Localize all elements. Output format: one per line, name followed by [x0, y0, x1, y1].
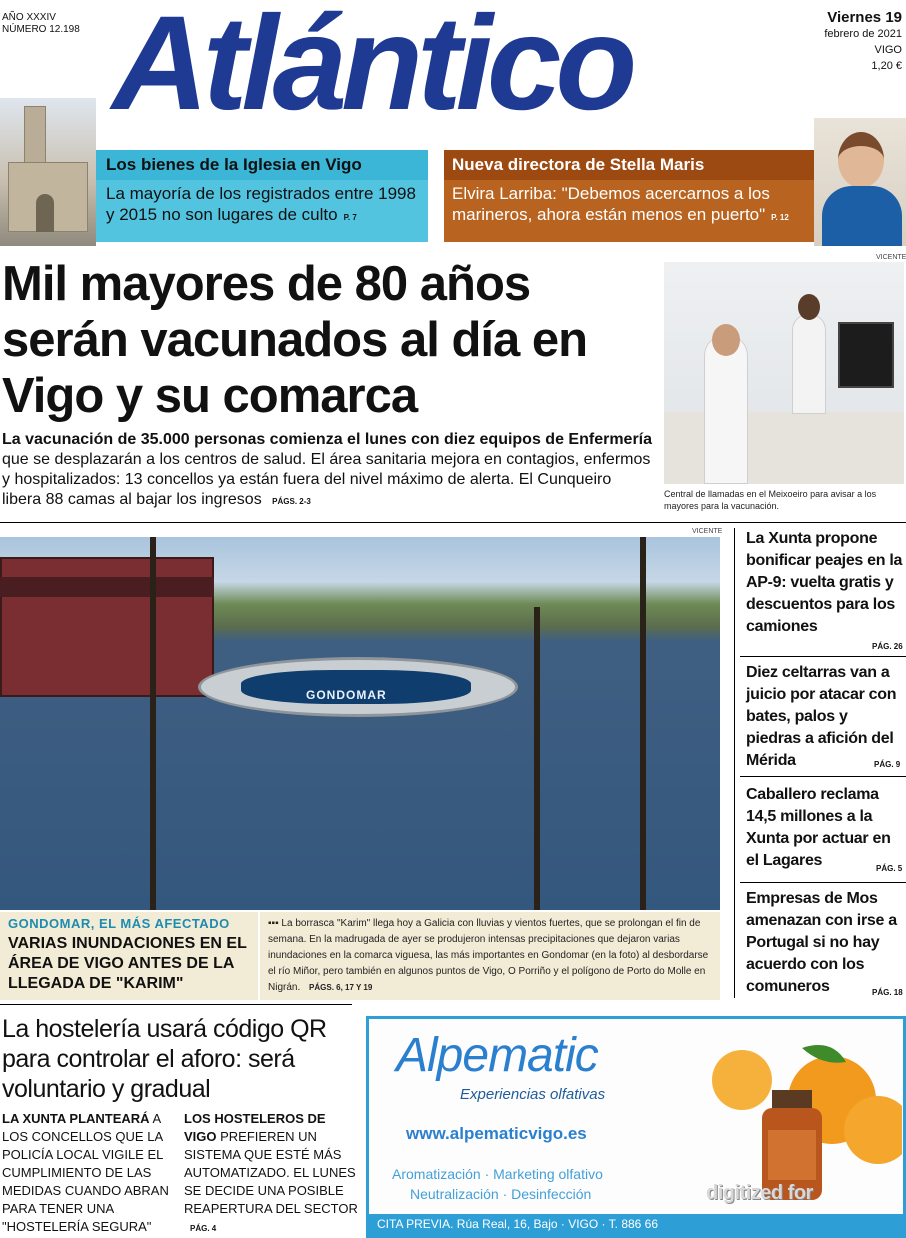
photo-caption: Central de llamadas en el Meixoeiro para avisar a los mayores para la vacunación. — [664, 489, 877, 511]
ad-footer: CITA PREVIA. Rúa Real, 16, Bajo · VIGO · T. 886 66 — [369, 1214, 903, 1235]
flood-text: ▪▪▪ La borrasca "Karim" llega hoy a Galicia con lluvias y vientos fuertes, que se prolongan el fin de semana. En la madrugada de ayer se produjeron intensas precipitaciones que dejaron varias inundaciones en la comarca viguesa, las más importantes en Gondomar (en la foto) al desbordarse el río Miñor, pero también en algunos puntos de Vigo, O Porriño y el polígono de Porto do Molle en Nigrán. PÁGS. 6, 17 Y 19 — [268, 918, 709, 993]
section-divider — [0, 522, 906, 523]
sidebar-story-ap9[interactable]: La Xunta propone bonificar peajes en la AP-9: vuelta gratis y descuentos para los camiones — [746, 530, 903, 635]
bottom-column-2: LOS HOSTELEROS DE VIGO PREFIEREN UN SISTEMA QUE ESTÉ MÁS AUTOMATIZADO. EL LUNES SE DECIDE UNA POSIBLE REAPERTURA DEL SECTOR PÁG. 4 — [184, 1111, 358, 1233]
photo-credit: VICENTE — [876, 254, 906, 261]
sidebar-divider — [740, 656, 906, 657]
sidebar-story-mos[interactable]: Empresas de Mos amenazan con irse a Portugal si no hay acuerdo con los comuneros — [746, 890, 897, 995]
column-divider — [734, 528, 735, 998]
flood-photo — [0, 537, 720, 910]
deck-pages: PÁGS. 2-3 — [272, 497, 311, 506]
sidebar-page: PÁG. 9 — [874, 760, 901, 769]
church-photo — [0, 98, 96, 246]
year-label: AÑO XXXIV — [2, 12, 56, 23]
ad-services: Aromatización · Marketing olfativo — [392, 1166, 603, 1182]
director-portrait — [814, 118, 906, 246]
deck-lead: La vacunación de 35.000 personas comienza el lunes con diez equipos de Enfermería — [2, 431, 653, 448]
teaser-page: P. 7 — [343, 213, 357, 222]
section-divider — [0, 1004, 352, 1005]
teaser-church-assets[interactable] — [96, 150, 428, 242]
date-block — [824, 10, 902, 74]
deck-text: que se desplazarán a los centros de salud. El área sanitaria mejora en contagios, enfermos y hospitalizados: 13 concellos ya están fuera del nivel máximo de alerta. El Cunqueiro libera 88 camas al bajar los ingresos — [2, 451, 651, 508]
issue-city: VIGO — [874, 44, 902, 56]
sidebar-story-celtarras[interactable]: Diez celtarras van a juicio por atacar con bates, palos y piedras a afición del Mérida — [746, 664, 897, 769]
ad-brand: Alpematic — [396, 1029, 598, 1082]
bottom-column-1: LA XUNTA PLANTEARÁ A LOS CONCELLOS QUE LA POLICÍA LOCAL VIGILE EL CUMPLIMIENTO DE LAS MEDIDAS CUANDO ABRAN PARA TENER UNA "HOSTELERÍA SEGURA" — [2, 1111, 169, 1234]
teaser-stella-maris[interactable] — [444, 150, 814, 242]
flood-pages: PÁGS. 6, 17 Y 19 — [309, 983, 373, 992]
bottom-headline[interactable]: La hostelería usará código QR para controlar el aforo: será voluntario y gradual — [2, 1015, 327, 1103]
bottom-page: PÁG. 4 — [190, 1224, 217, 1233]
issue-date: febrero de 2021 — [824, 28, 902, 40]
issue-number: NÚMERO 12.198 — [2, 24, 80, 35]
sidebar-divider — [740, 776, 906, 777]
main-headline[interactable]: Mil mayores de 80 años serán vacunados al día en Vigo y su comarca — [2, 257, 588, 423]
issue-info — [2, 12, 80, 36]
park-sign-text: GONDOMAR — [306, 688, 387, 702]
ad-url-link[interactable]: www.alpematicvigo.es — [406, 1124, 587, 1143]
main-deck — [2, 430, 652, 512]
sidebar-page: PÁG. 18 — [872, 988, 903, 997]
teaser-body: La mayoría de los registrados entre 1998 y 2015 no son lugares de culto P. 7 — [96, 180, 428, 242]
issue-day: Viernes 19 — [827, 9, 902, 26]
sidebar-story-lagares[interactable]: Caballero reclama 14,5 millones a la Xunta por actuar en el Lagares — [746, 786, 891, 869]
sidebar-divider — [740, 882, 906, 883]
ad-slogan: Experiencias olfativas — [460, 1086, 606, 1103]
teaser-head: Los bienes de la Iglesia en Vigo — [96, 150, 428, 180]
issue-price: 1,20 € — [871, 60, 902, 72]
ad-services: Neutralización · Desinfección — [410, 1186, 592, 1202]
sidebar-page: PÁG. 5 — [876, 864, 903, 873]
teaser-body: Elvira Larriba: "Debemos acercarnos a los marineros, ahora están menos en puerto" P. 12 — [444, 180, 814, 242]
teaser-page: P. 12 — [771, 213, 789, 222]
flood-headline[interactable]: VARIAS INUNDACIONES EN EL ÁREA DE VIGO ANTES DE LA LLEGADA DE "KARIM" — [8, 935, 247, 992]
digitized-watermark: digitized for — [706, 1182, 813, 1204]
photo-credit: VICENTE — [692, 528, 723, 535]
teaser-head: Nueva directora de Stella Maris — [444, 150, 814, 180]
sidebar-page: PÁG. 26 — [872, 642, 903, 651]
flood-kicker: GONDOMAR, EL MÁS AFECTADO — [8, 916, 230, 931]
call-center-photo — [664, 262, 904, 484]
newspaper-logo[interactable]: Atlántico — [112, 0, 632, 138]
